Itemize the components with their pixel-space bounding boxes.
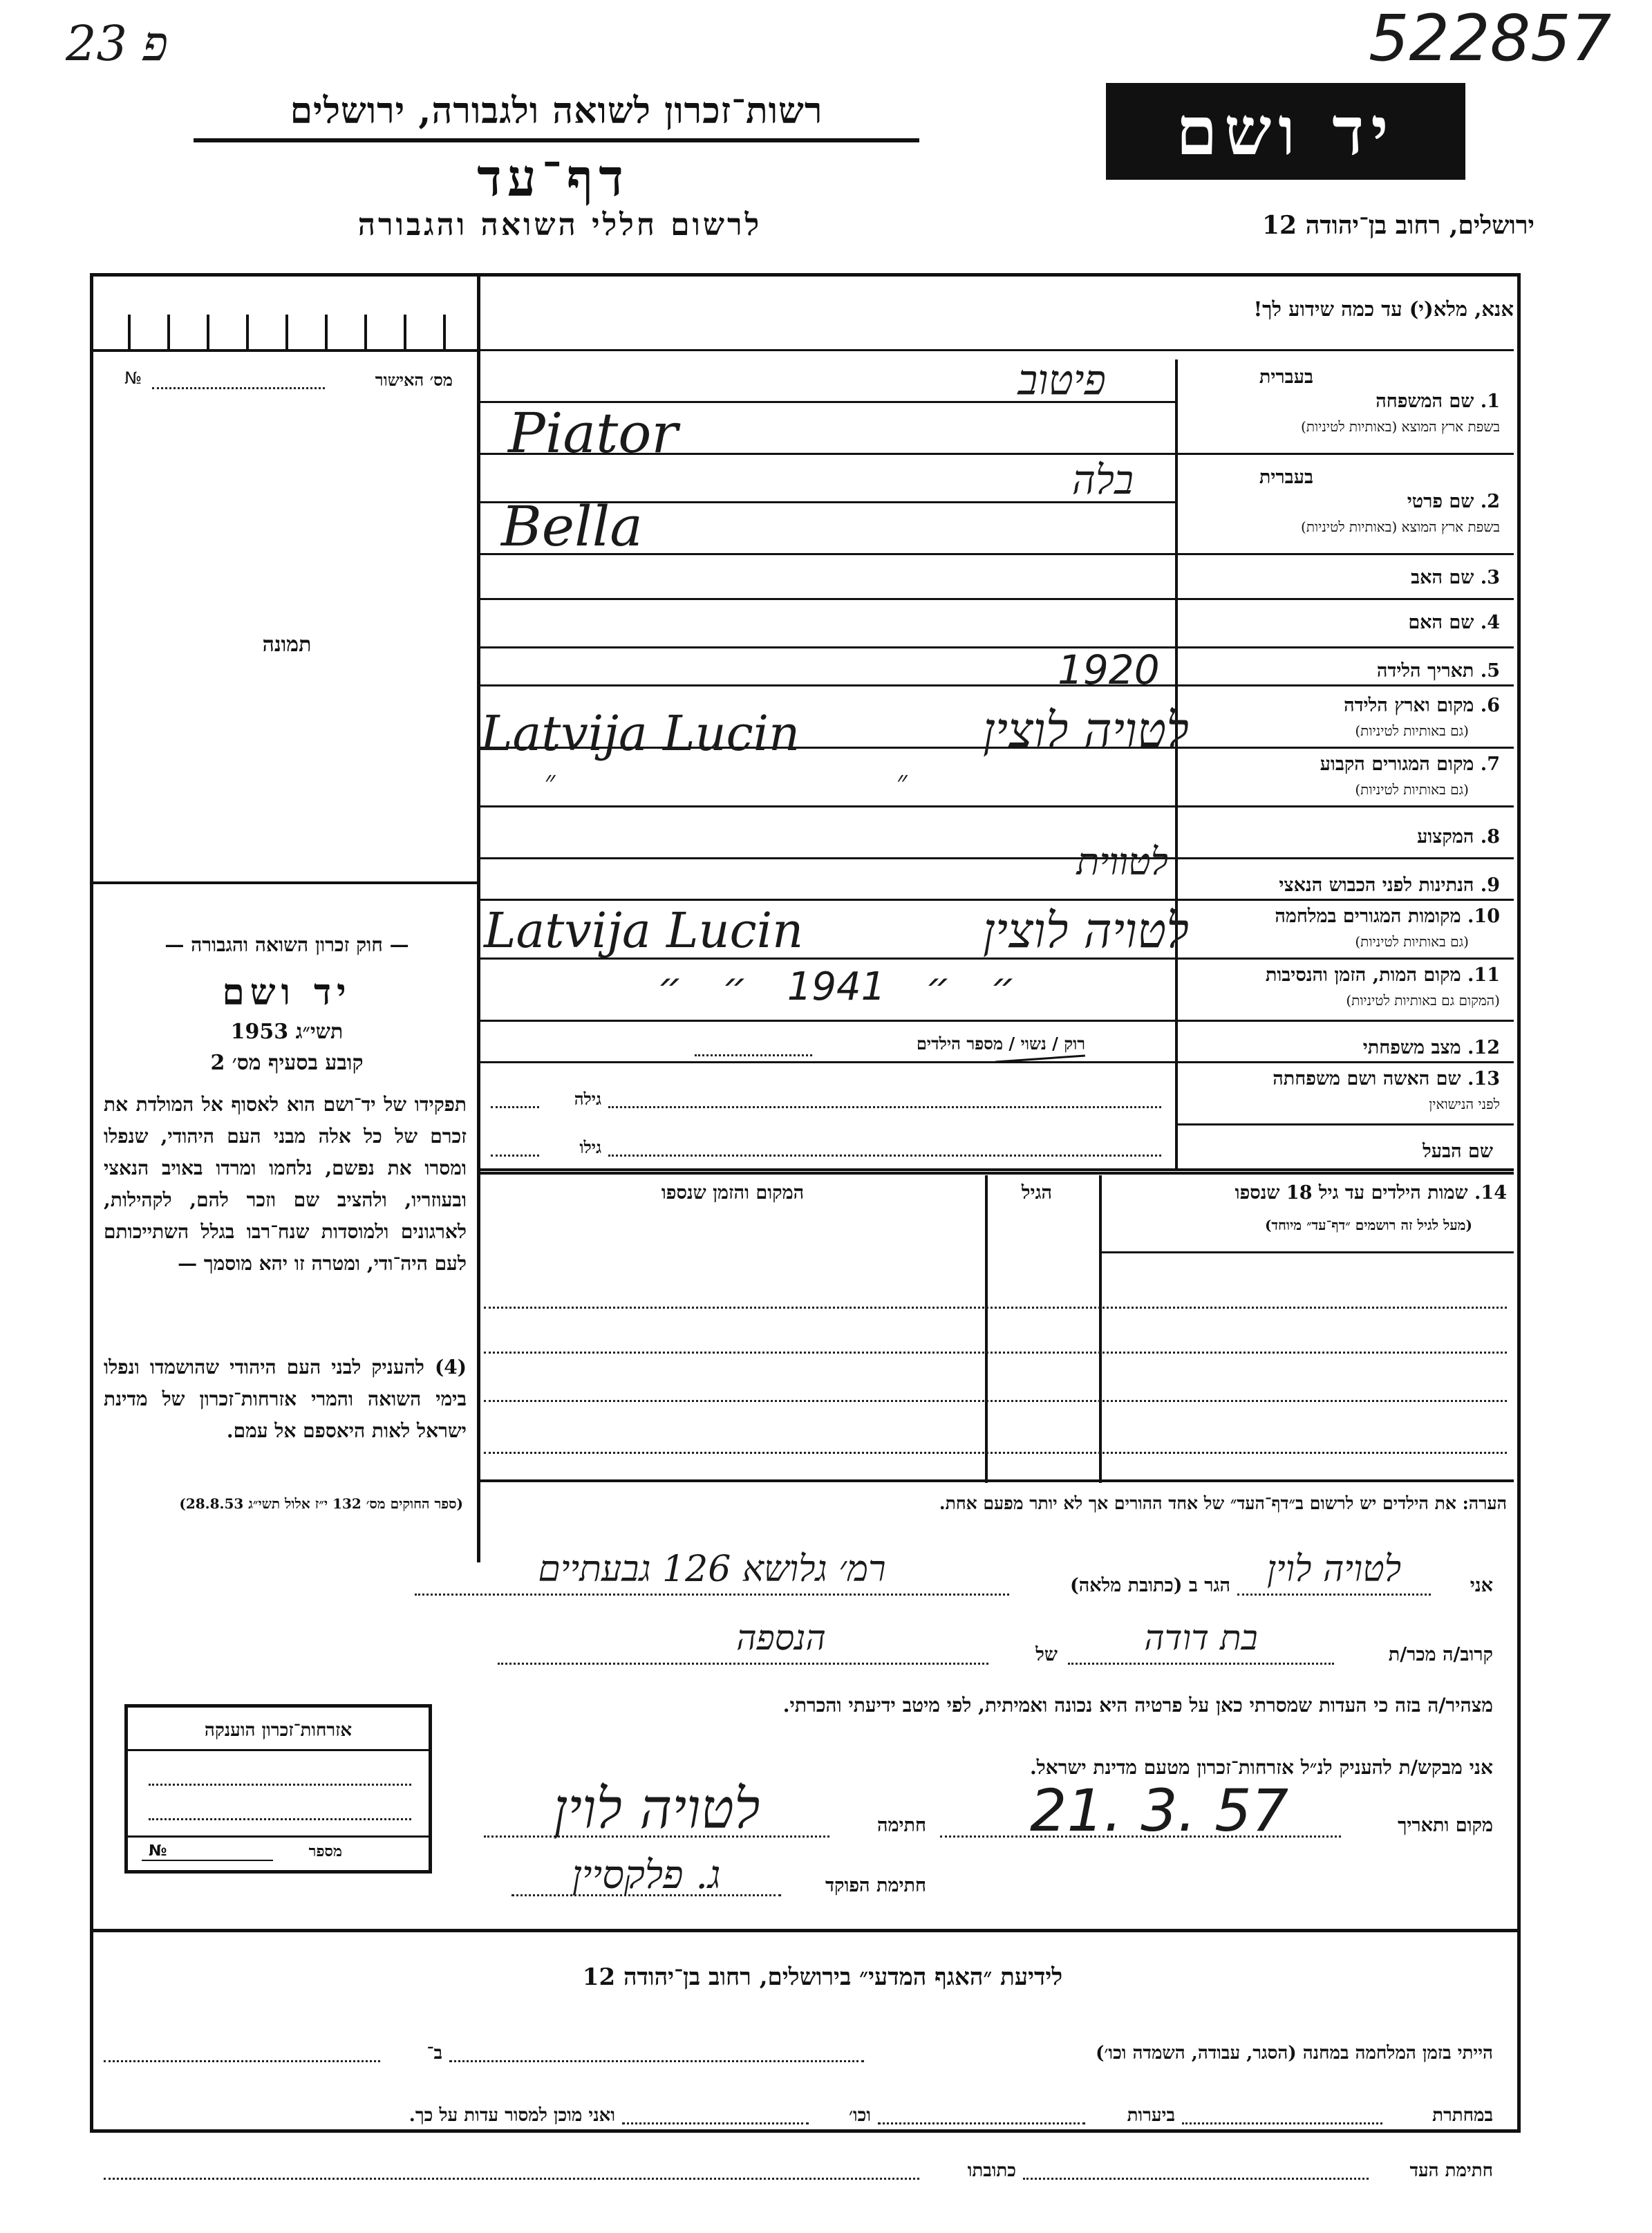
- hebrew-label-2: בעברית: [1259, 467, 1313, 488]
- footer-etc-line: [622, 2122, 809, 2124]
- field-8-label: 8. המקצוע: [1417, 826, 1500, 848]
- field-12-label: 12. מצב משפחתי: [1362, 1037, 1500, 1058]
- law-clause: קובע בסעיף מס׳ 2: [210, 1051, 364, 1075]
- of-value: הנספה: [736, 1618, 826, 1658]
- children-row-2: [484, 1352, 1507, 1354]
- law-year: תשי״ג 1953: [230, 1020, 344, 1044]
- husband-label: שם הבעל: [1423, 1141, 1493, 1162]
- declaration-i-line: [1237, 1594, 1431, 1596]
- footer-etc: וכו׳: [848, 2105, 871, 2126]
- cert-number-label: מס׳ האישור: [375, 370, 453, 390]
- children-note: הערה: את הילדים יש לרשום ב״דף־העד״ של אחד ההורים אך לא יותר מפעם אחת.: [939, 1493, 1507, 1513]
- children-col-place: המקום והזמן שנספו: [661, 1182, 805, 1204]
- children-table-bottom: [480, 1479, 1514, 1482]
- signature-label: חתימה: [876, 1815, 926, 1836]
- field-7-sublabel: (גם באותיות לטיניות): [1355, 781, 1469, 798]
- footer-witness-signature: חתימת העד: [1409, 2160, 1493, 2181]
- field-13-bottom: [1175, 1123, 1514, 1125]
- footer-witness-signature-line: [1023, 2178, 1369, 2180]
- footer-forests: ביערות: [1127, 2105, 1175, 2126]
- authority-underline: [194, 138, 919, 142]
- certificate-box-title: אזרחות־זכרון הוענקה: [204, 1720, 353, 1741]
- logo-text: יד ושם: [1176, 92, 1396, 170]
- declaration-i-value: לטויה לוין: [1266, 1549, 1402, 1590]
- form-instruction: אנא, מלא(י) עד כמה שידוע לך!: [1253, 297, 1514, 321]
- children-col-divider-2: [985, 1175, 988, 1483]
- field-6-hebrew-value: לטויה לוצין: [982, 702, 1189, 758]
- declaration-resides-value: רמ׳ גלושא 126 גבעתיים: [538, 1549, 886, 1590]
- field-10-sublabel: (גם באותיות לטיניות): [1355, 933, 1469, 950]
- date-value: 21. 3. 57: [1030, 1777, 1289, 1844]
- form-title: דף־עד: [477, 149, 629, 208]
- relative-line: [1068, 1663, 1334, 1665]
- field-3-bottom: [477, 598, 1514, 600]
- children-row-4: [484, 1452, 1507, 1454]
- authority-name: רשות־זכרון לשואה ולגבורה, ירושלים: [290, 90, 823, 132]
- footer-forests-line: [878, 2122, 1085, 2124]
- field-1-hebrew-value: פיטוב: [1017, 356, 1106, 404]
- cert-number-prefix: №: [124, 368, 142, 388]
- field-11-label: 11. מקום המות, הזמן והנסיבות: [1265, 964, 1500, 986]
- field-7-value: ״ ״: [544, 764, 1073, 798]
- footer-underground-line: [1182, 2122, 1382, 2124]
- field-1-label: 1. שם המשפחה: [1376, 391, 1500, 412]
- of-line: [498, 1663, 988, 1665]
- field-13-sublabel: לפני הנישואין: [1429, 1096, 1500, 1112]
- field-7-label: 7. מקום המגורים הקבוע: [1320, 754, 1500, 775]
- field-5-label: 5. תאריך הלידה: [1376, 660, 1500, 682]
- field-2-hebrew-value: בלה: [1071, 456, 1134, 503]
- cert-number-line: [152, 387, 325, 389]
- wife-name-line: [608, 1106, 1161, 1108]
- field-5-value: 1920: [1058, 646, 1160, 693]
- examiner-label: חתימת הפוקד: [825, 1875, 926, 1896]
- certificate-box: [124, 1704, 432, 1874]
- footer-willing: ואני מוכן למסור עדות על כך.: [409, 2105, 615, 2126]
- footer-address-line: [104, 2178, 919, 2180]
- declaration-truth: מצהיר/ה בזה כי העדות שמסרתי כאן על פרטיה היא נכונה ואמיתית, לפי מיטב ידיעתי והכרתי.: [782, 1694, 1493, 1717]
- footer-underground: במחתרת: [1432, 2105, 1493, 2126]
- field-2-label: 2. שם פרטי: [1407, 491, 1500, 512]
- field-4-bottom: [477, 646, 1514, 648]
- signature-value: לטויה לוין: [553, 1777, 760, 1841]
- field-10-hebrew-value: לטויה לוצין: [982, 902, 1189, 959]
- instruction-underline: [477, 349, 1514, 351]
- field-10-label: 10. מקומות המגורים במלחמה: [1275, 906, 1500, 927]
- husband-bottom: [477, 1168, 1514, 1171]
- left-ticks-divider: [93, 349, 477, 352]
- footer-divider: [90, 1929, 1517, 1932]
- field-11-sublabel: (המקום גם באותיות לטיניות): [1346, 992, 1500, 1009]
- field-11-bottom: [477, 1020, 1514, 1022]
- photo-box-divider: [93, 881, 477, 884]
- husband-age-label: גילו: [579, 1137, 601, 1157]
- law-body: תפקידו של יד־ושם הוא לאסוף אל המולדת את זכרם של כל אלה מבני העם היהודי, שנפלו ומסרו את נפשם, נלחמו ומרדו באויב הנאצי ובעוזריו, ולהציב שם וזכר להם, לקהילות, לארגונים ולמוסדות שנח־רבו בגלל השתייכותם לעם היה־ודי, ומטרה זו יהא מוסמך —: [104, 1093, 467, 1275]
- header-address: ירושלים, רחוב בן־יהודה 12: [1261, 211, 1534, 240]
- field-14-sublabel: (מעל לגיל זה רושמים ״דף־עד״ מיוחד): [1264, 1217, 1472, 1233]
- law-reference: (ספר החוקים מס׳ 132 י״ז אלול תשי״ג 28.8.53): [179, 1495, 463, 1512]
- declaration-resides-line: [415, 1594, 1009, 1596]
- relative-value: בת דודה: [1144, 1618, 1258, 1658]
- children-row-1: [484, 1307, 1507, 1309]
- husband-age-line: [491, 1155, 539, 1157]
- field-13-label: 13. שם האשה ושם משפחתה: [1273, 1068, 1500, 1090]
- relative-label: קרוב/ה מכר/ת: [1388, 1644, 1493, 1665]
- certificate-box-number-prefix: №: [149, 1842, 167, 1860]
- field-1-sublabel: בשפת ארץ המוצא (באותיות לטיניות): [1301, 418, 1500, 435]
- field-1-latin-value: Piator: [508, 401, 678, 465]
- photo-label: תמונה: [262, 633, 312, 657]
- of-label: של: [1035, 1644, 1058, 1665]
- yad-vashem-logo: [1106, 83, 1465, 180]
- certificate-box-number-label: מספר: [308, 1842, 342, 1860]
- field-6-latin-value: Latvija Lucin: [480, 705, 800, 762]
- husband-name-line: [608, 1155, 1161, 1157]
- wife-age-label: גילה: [574, 1089, 601, 1109]
- field-6-sublabel: (גם באותיות לטיניות): [1355, 722, 1469, 739]
- field-2-latin-value: Bella: [501, 494, 643, 559]
- field-4-label: 4. שם האם: [1408, 612, 1500, 633]
- field-3-label: 3. שם האב: [1411, 567, 1500, 588]
- handwritten-document-number: 522857: [1369, 1, 1612, 75]
- children-col-divider-1: [1099, 1175, 1102, 1483]
- footer-camp-place-line: [104, 2060, 380, 2062]
- declaration-i-label: אני: [1470, 1575, 1493, 1596]
- hebrew-label-1: בעברית: [1259, 366, 1313, 388]
- form-subtitle: לרשום חללי השואה והגבורה: [357, 207, 762, 243]
- tick-marks: [128, 315, 446, 349]
- label-column-divider: [1175, 359, 1178, 1168]
- field-7-bottom: [477, 805, 1514, 807]
- field-12-options: רוק / נשוי / מספר הילדים: [916, 1034, 1085, 1054]
- declaration-request: אני מבקש/ת להעניק לנ״ל אזרחות־זכרון מטעם מדינת ישראל.: [1029, 1756, 1493, 1779]
- field-6-label: 6. מקום וארץ הלידה: [1344, 695, 1500, 716]
- wife-age-line: [491, 1106, 539, 1108]
- field-12-children-line: [695, 1054, 812, 1056]
- children-header-line: [1102, 1251, 1514, 1253]
- declaration-resides-label: הגר ב (כתובת מלאה): [1069, 1575, 1230, 1596]
- field-9-value: לטווית: [1076, 840, 1168, 884]
- law-body-clause-4: (4) להעניק לבני העם היהודי שהושמדו ונפלו בימי השואה והמרי אזרחות־זכרון של מדינת ישראל לאות היאספם אל עמם.: [104, 1356, 467, 1442]
- footer-title: לידיעת ״האגף המדעי״ בירושלים, רחוב בן־יהודה 12: [582, 1963, 1063, 1991]
- law-title: — חוק זכרון השואה והגבורה —: [165, 933, 409, 956]
- children-col-age: הגיל: [1021, 1182, 1053, 1204]
- field-5-bottom: [477, 684, 1514, 686]
- field-11-value: ״ ״ 1941 ״ ״: [657, 964, 1016, 1009]
- footer-camp-line: [449, 2060, 864, 2062]
- place-date-label: מקום ותאריך: [1398, 1815, 1493, 1836]
- law-name: יד ושם: [222, 971, 352, 1013]
- footer-address: כתובתו: [967, 2160, 1016, 2181]
- field-14-label: 14. שמות הילדים עד גיל 18 שנספו: [1235, 1182, 1507, 1204]
- children-row-3: [484, 1400, 1507, 1402]
- field-10-latin-value: Latvija Lucin: [484, 902, 804, 959]
- field-9-bottom: [477, 899, 1514, 901]
- handwritten-archive-mark: 23 פ: [66, 15, 169, 72]
- field-2-sublabel: בשפת ארץ המוצא (באותיות לטיניות): [1301, 518, 1500, 535]
- footer-camp-in: ב־: [426, 2043, 442, 2064]
- footer-camp-text: הייתי בזמן המלחמה במחנה (הסגר, עבודה, השמדה וכו׳): [1096, 2043, 1493, 2064]
- examiner-signature: ג. פלקסיין: [572, 1853, 721, 1898]
- field-9-label: 9. הנתינות לפני הכבוש הנאצי: [1279, 875, 1500, 896]
